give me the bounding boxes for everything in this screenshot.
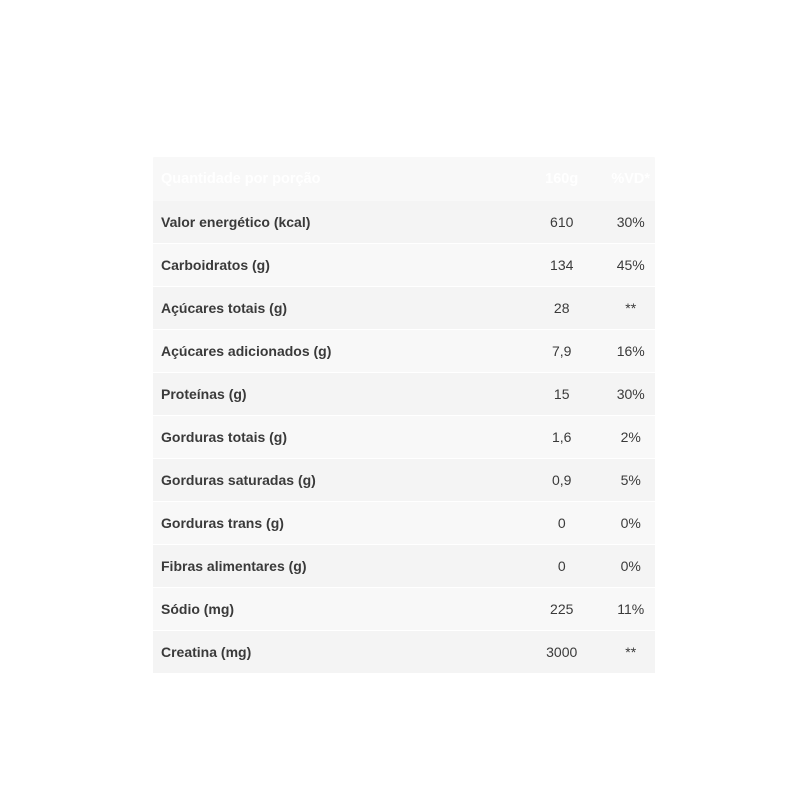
header-label: Quantidade por porção bbox=[161, 171, 321, 187]
nutrient-quantity: 134 bbox=[550, 257, 574, 273]
nutrient-quantity: 28 bbox=[553, 300, 570, 316]
nutrient-label: Carboidratos (g) bbox=[161, 257, 270, 273]
nutrient-label: Açúcares adicionados (g) bbox=[161, 343, 332, 359]
header-quantity: 160g bbox=[545, 171, 579, 187]
table-row bbox=[153, 330, 655, 373]
nutrient-daily-value: 0% bbox=[620, 515, 641, 531]
nutrient-daily-value: 30% bbox=[616, 386, 645, 402]
table-row bbox=[153, 373, 655, 416]
table-row bbox=[153, 201, 655, 244]
nutrient-label: Creatina (mg) bbox=[161, 644, 252, 660]
nutrient-quantity: 3000 bbox=[546, 644, 578, 660]
table-row bbox=[153, 588, 655, 631]
nutrient-label: Gorduras trans (g) bbox=[161, 515, 284, 531]
table-row bbox=[153, 545, 655, 588]
table-row bbox=[153, 459, 655, 502]
nutrient-quantity: 225 bbox=[550, 601, 574, 617]
nutrient-quantity: 0 bbox=[557, 515, 566, 531]
table-row bbox=[153, 244, 655, 287]
nutrient-daily-value: 2% bbox=[620, 429, 641, 445]
nutrient-quantity: 610 bbox=[550, 214, 574, 230]
nutrient-daily-value: 5% bbox=[620, 472, 641, 488]
header-daily-value: %VD* bbox=[611, 171, 651, 187]
nutrient-daily-value: 30% bbox=[616, 214, 645, 230]
nutrient-label: Açúcares totais (g) bbox=[161, 300, 288, 316]
nutrient-quantity: 0,9 bbox=[551, 472, 572, 488]
nutrient-label: Fibras alimentares (g) bbox=[161, 558, 307, 574]
nutrient-daily-value: 45% bbox=[616, 257, 645, 273]
table-header-row bbox=[153, 157, 655, 201]
nutrient-quantity: 1,6 bbox=[551, 429, 572, 445]
nutrient-daily-value: ** bbox=[625, 644, 637, 660]
nutrient-label: Proteínas (g) bbox=[161, 386, 247, 402]
nutrient-quantity: 15 bbox=[553, 386, 570, 402]
table-row bbox=[153, 287, 655, 330]
nutrition-facts-table bbox=[153, 157, 655, 674]
table-row bbox=[153, 416, 655, 459]
nutrient-quantity: 7,9 bbox=[551, 343, 572, 359]
nutrient-label: Gorduras saturadas (g) bbox=[161, 472, 316, 488]
table-row bbox=[153, 631, 655, 674]
nutrient-daily-value: ** bbox=[625, 300, 637, 316]
nutrient-label: Valor energético (kcal) bbox=[161, 214, 311, 230]
nutrient-daily-value: 0% bbox=[620, 558, 641, 574]
nutrient-label: Gorduras totais (g) bbox=[161, 429, 288, 445]
table-row bbox=[153, 502, 655, 545]
nutrient-label: Sódio (mg) bbox=[161, 601, 235, 617]
nutrient-daily-value: 11% bbox=[617, 601, 645, 617]
nutrient-quantity: 0 bbox=[557, 558, 566, 574]
nutrient-daily-value: 16% bbox=[616, 343, 645, 359]
